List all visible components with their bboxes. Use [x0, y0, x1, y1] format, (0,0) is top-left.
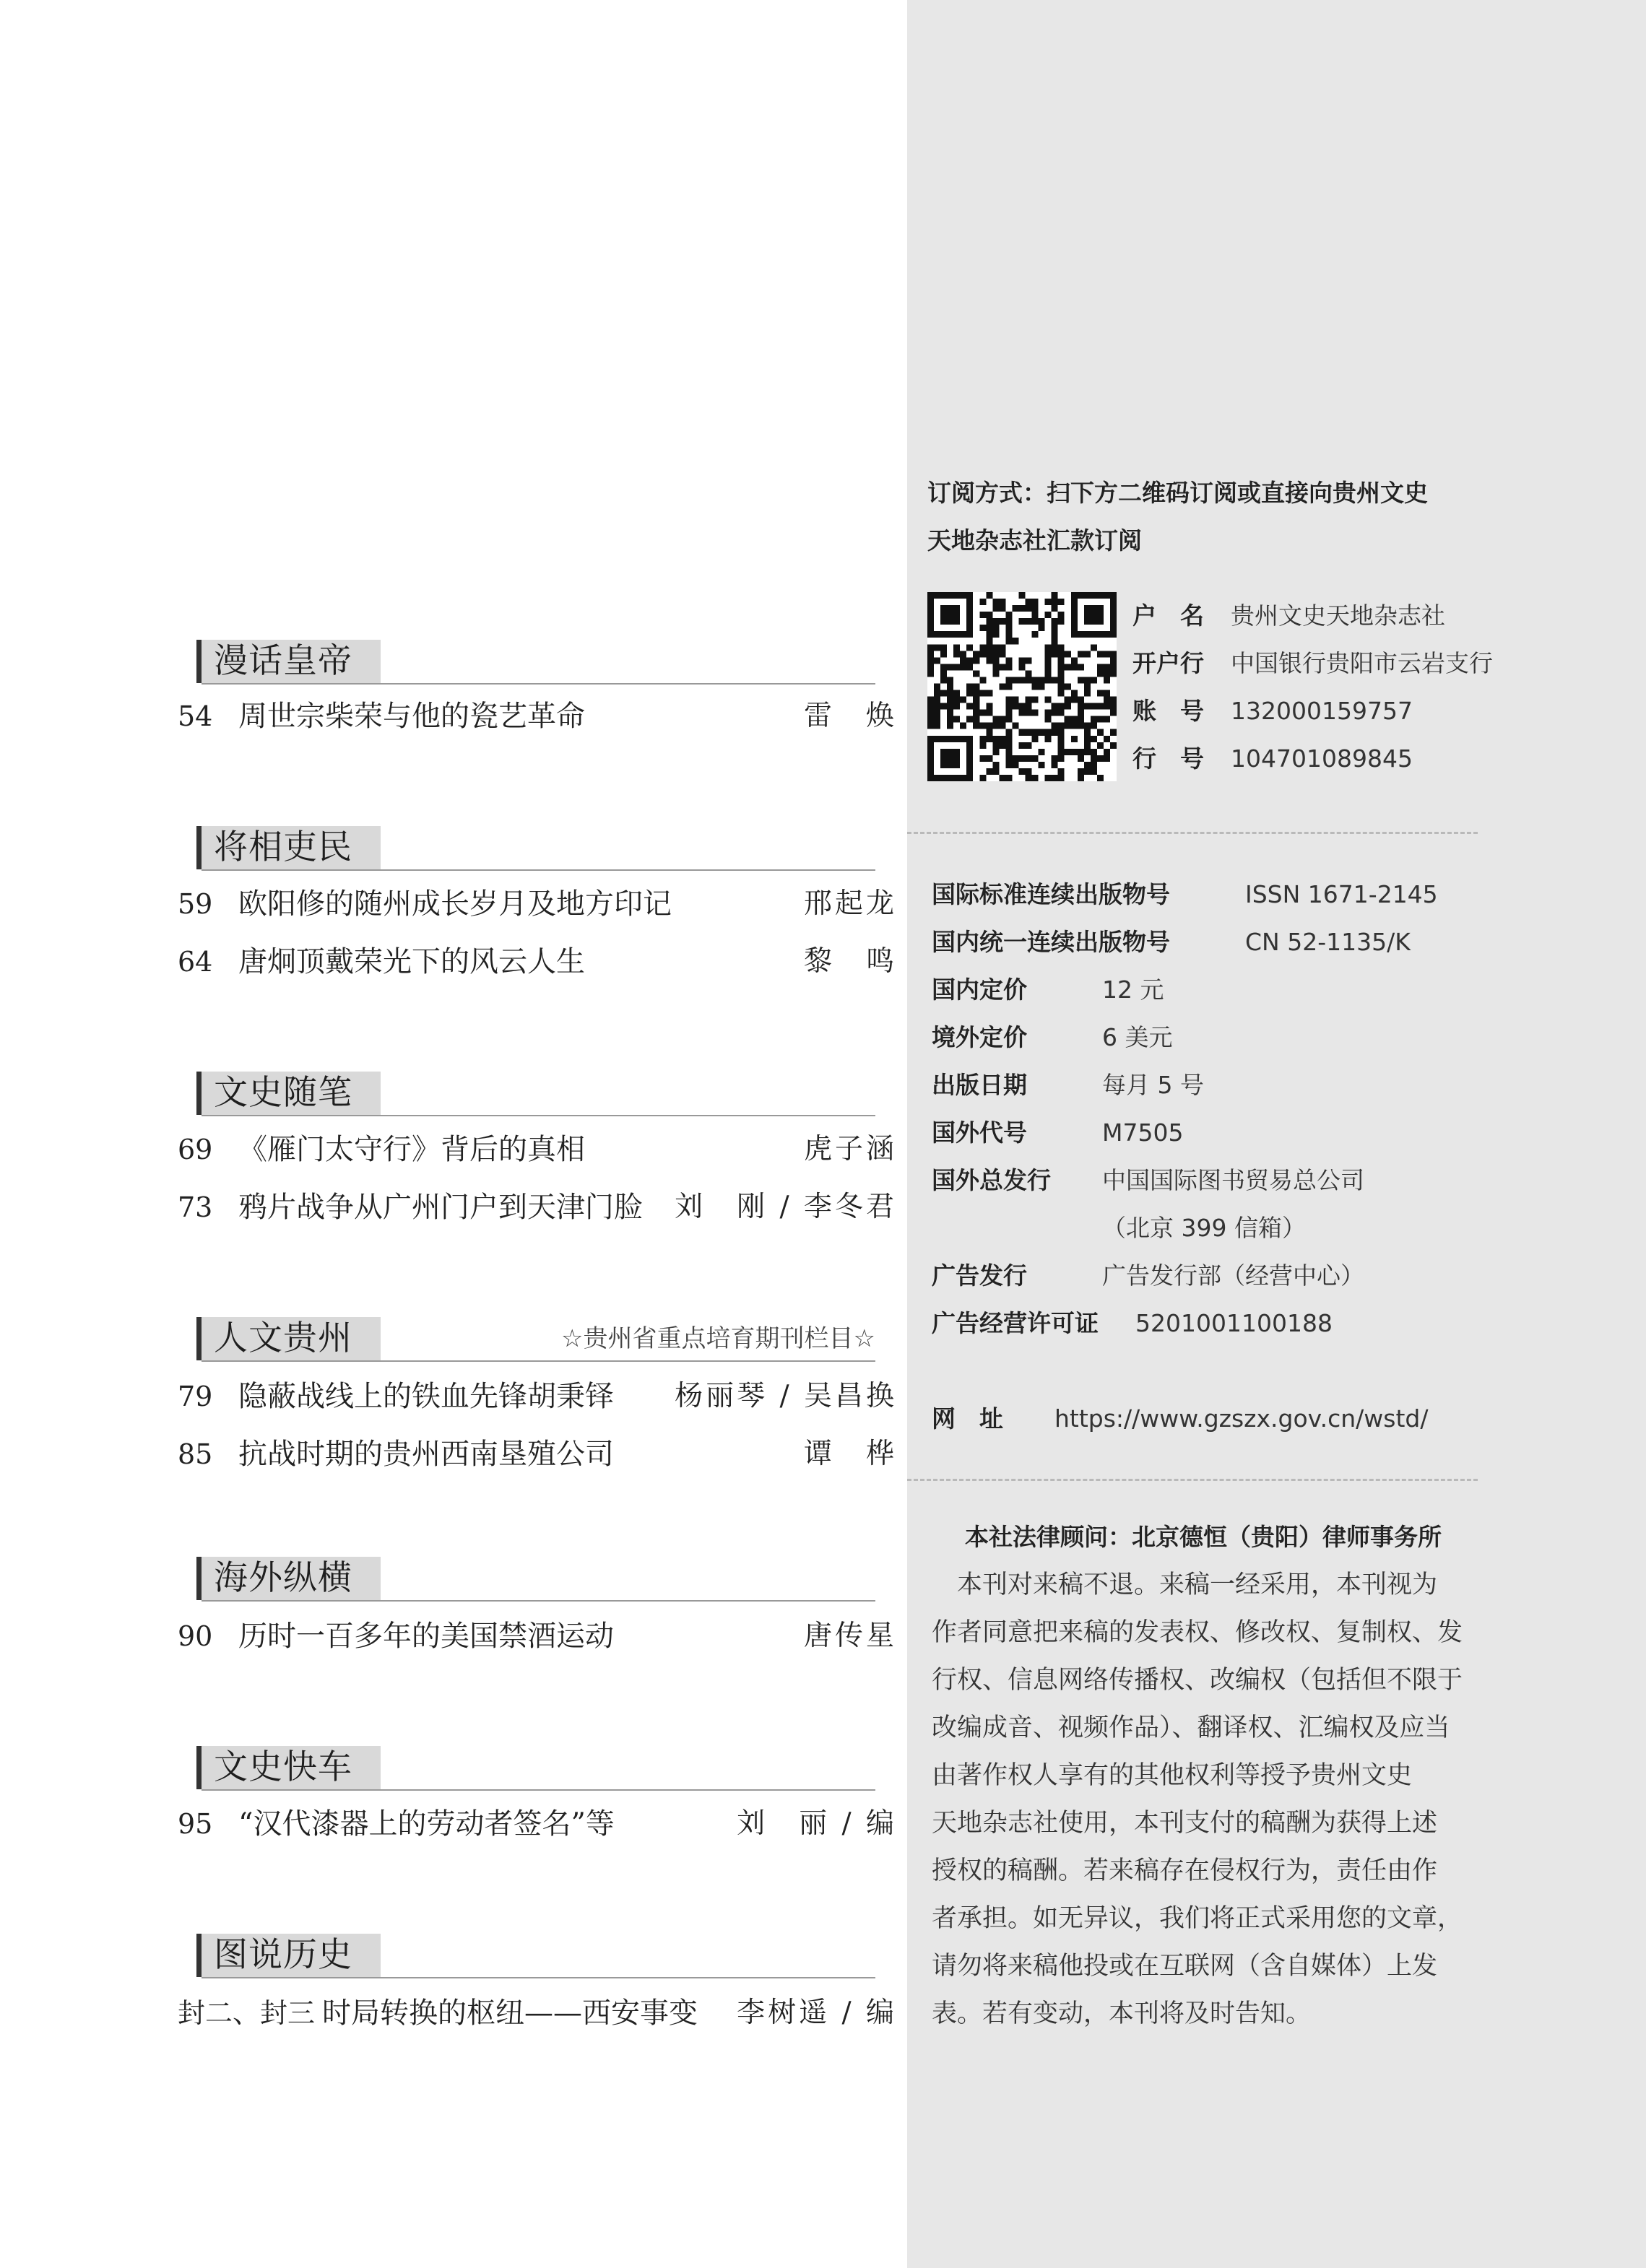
- entry-author: 刘 丽 / 编: [737, 1807, 897, 1840]
- section-bar: [196, 1934, 202, 1977]
- section-rule: [202, 1115, 875, 1116]
- legal-advisor-title: 本社法律顾问：北京德恒（贵阳）律师事务所: [965, 1523, 1442, 1551]
- info-value: ISSN 1671-2145: [1245, 880, 1438, 908]
- info-label: 广告经营许可证: [932, 1309, 1099, 1337]
- entry-author: 虎子涵: [803, 1133, 897, 1165]
- account-label: 账 号: [1132, 697, 1204, 725]
- info-label: 国内统一连续出版物号: [932, 928, 1170, 956]
- entry-title: 欧阳修的随州成长岁月及地方印记: [238, 887, 672, 921]
- section-rule: [202, 1360, 875, 1362]
- toc-entry[interactable]: [178, 1615, 897, 1658]
- info-value: 5201001100188: [1135, 1309, 1333, 1337]
- entry-title: 隐蔽战线上的铁血先锋胡秉铎: [238, 1380, 614, 1413]
- info-value: 广告发行部（经营中心）: [1102, 1261, 1364, 1290]
- legal-notice-line: 表。若有变动，本刊将及时告知。: [932, 1999, 1312, 2028]
- section-bar: [196, 1317, 202, 1360]
- entry-page-number: 54: [178, 700, 213, 732]
- entry-author: 刘 刚 / 李冬君: [675, 1191, 897, 1223]
- info-value: 中国国际图书贸易总公司: [1102, 1166, 1364, 1194]
- toc-entry[interactable]: [178, 1802, 897, 1846]
- account-label: 行 号: [1132, 744, 1204, 773]
- account-label: 开户行: [1132, 649, 1204, 677]
- entry-title: 唐炯顶戴荣光下的风云人生: [238, 945, 585, 978]
- section-title: 文史快车: [214, 1747, 352, 1787]
- toc-entry[interactable]: [178, 1991, 897, 2035]
- section-title: 图说历史: [214, 1935, 352, 1975]
- entry-title: 历时一百多年的美国禁酒运动: [238, 1620, 614, 1653]
- section-bar: [196, 640, 202, 683]
- toc-entry[interactable]: [178, 1433, 897, 1476]
- section-title: 将相吏民: [214, 827, 352, 867]
- info-value: 12 元: [1102, 976, 1164, 1004]
- entry-page-number: 64: [178, 946, 213, 978]
- toc-entry[interactable]: [178, 1186, 897, 1229]
- section-title: 漫话皇帝: [214, 641, 352, 681]
- entry-title: 时局转换的枢纽——西安事变: [322, 1997, 698, 2030]
- section-header: [196, 635, 875, 686]
- account-value: 104701089845: [1231, 744, 1413, 773]
- subscription-method-line2: 天地杂志社汇款订阅: [927, 526, 1142, 555]
- section-bar: [196, 826, 202, 869]
- section-bar: [196, 1746, 202, 1789]
- info-label: 国内定价: [932, 976, 1027, 1004]
- entry-title: 鸦片战争从广州门户到天津门脸: [238, 1191, 643, 1224]
- subscription-method-line1: 订阅方式：扫下方二维码订阅或直接向贵州文史: [927, 479, 1428, 507]
- legal-notice-line: 天地杂志社使用，本刊支付的稿酬为获得上述: [932, 1809, 1438, 1838]
- section-header: [196, 1067, 875, 1118]
- entry-author: 雷 焕: [803, 700, 897, 732]
- info-label: 境外定价: [932, 1023, 1027, 1051]
- section-bar: [196, 1557, 202, 1600]
- entry-page-number: 79: [178, 1381, 213, 1412]
- entry-title: “汉代漆器上的劳动者签名”等: [238, 1807, 615, 1841]
- info-label: 出版日期: [932, 1071, 1027, 1099]
- legal-notice-line: 由著作权人享有的其他权利等授予贵州文史: [932, 1761, 1413, 1790]
- section-title: 海外纵横: [214, 1558, 352, 1598]
- entry-page-number: 59: [178, 888, 213, 920]
- legal-notice-line: 本刊对来稿不退。来稿一经采用，本刊视为: [932, 1570, 1438, 1599]
- toc-entry[interactable]: [178, 882, 897, 926]
- section-rule: [202, 683, 875, 685]
- entry-author: 杨丽琴 / 吴昌换: [675, 1380, 897, 1412]
- info-value: CN 52-1135/K: [1245, 928, 1411, 956]
- entry-page-number: 90: [178, 1620, 213, 1652]
- dashed-divider: [907, 1479, 1478, 1481]
- legal-notice-line: 请勿将来稿他投或在互联网（含自媒体）上发: [932, 1952, 1438, 1981]
- legal-notice-line: 改编成音、视频作品）、翻译权、汇编权及应当: [932, 1713, 1450, 1742]
- legal-notice-line: 授权的稿酬。若来稿存在侵权行为，责任由作: [932, 1856, 1438, 1885]
- section-rule: [202, 869, 875, 871]
- entry-author: 唐传星: [803, 1620, 897, 1652]
- section-header: [196, 1313, 875, 1363]
- entry-page-number: 封二、封三: [178, 1997, 316, 2029]
- section-header: [196, 1742, 875, 1792]
- toc-entry[interactable]: [178, 940, 897, 983]
- section-title: 文史随笔: [214, 1073, 352, 1113]
- info-label: 国外总发行: [932, 1166, 1051, 1194]
- info-label: 网 址: [932, 1404, 1003, 1433]
- entry-title: 《雁门太守行》背后的真相: [238, 1133, 585, 1166]
- toc-entry[interactable]: [178, 1375, 897, 1418]
- account-value: 中国银行贵阳市云岩支行: [1231, 649, 1493, 677]
- info-value: （北京 399 信箱）: [1102, 1214, 1306, 1242]
- info-label: 广告发行: [932, 1261, 1027, 1290]
- section-rule: [202, 1600, 875, 1602]
- section-header: [196, 1929, 875, 1980]
- website-link[interactable]: https://www.gzszx.gov.cn/wstd/: [1054, 1404, 1429, 1433]
- section-note: ☆贵州省重点培育期刊栏目☆: [561, 1324, 875, 1353]
- section-rule: [202, 1789, 875, 1791]
- account-value: 132000159757: [1231, 697, 1413, 725]
- legal-notice-line: 作者同意把来稿的发表权、修改权、复制权、发: [932, 1618, 1463, 1647]
- info-value: 每月 5 号: [1102, 1071, 1204, 1099]
- account-label: 户 名: [1132, 601, 1204, 630]
- entry-author: 谭 桦: [803, 1438, 897, 1470]
- entry-page-number: 73: [178, 1191, 213, 1223]
- entry-author: 邢起龙: [803, 887, 897, 920]
- dashed-divider: [907, 832, 1478, 834]
- entry-title: 抗战时期的贵州西南垦殖公司: [238, 1438, 614, 1471]
- entry-author: 李树遥 / 编: [737, 1997, 897, 2029]
- section-title: 人文贵州: [214, 1318, 352, 1358]
- section-header: [196, 822, 875, 872]
- info-value: M7505: [1102, 1118, 1184, 1147]
- entry-page-number: 69: [178, 1134, 213, 1165]
- section-rule: [202, 1977, 875, 1978]
- info-value: 6 美元: [1102, 1023, 1173, 1051]
- entry-author: 黎 鸣: [803, 945, 897, 978]
- toc-entry[interactable]: [178, 1128, 897, 1171]
- legal-notice-line: 行权、信息网络传播权、改编权（包括但不限于: [932, 1666, 1463, 1695]
- legal-notice-line: 者承担。如无异议，我们将正式采用您的文章，: [932, 1904, 1463, 1933]
- section-header: [196, 1552, 875, 1603]
- toc-entry[interactable]: [178, 695, 897, 738]
- qr-code-icon[interactable]: [927, 592, 1117, 781]
- entry-page-number: 95: [178, 1808, 213, 1840]
- entry-title: 周世宗柴荣与他的瓷艺革命: [238, 700, 585, 733]
- info-label: 国外代号: [932, 1118, 1027, 1147]
- section-bar: [196, 1072, 202, 1115]
- account-value: 贵州文史天地杂志社: [1231, 601, 1445, 630]
- entry-page-number: 85: [178, 1438, 213, 1470]
- info-label: 国际标准连续出版物号: [932, 880, 1170, 908]
